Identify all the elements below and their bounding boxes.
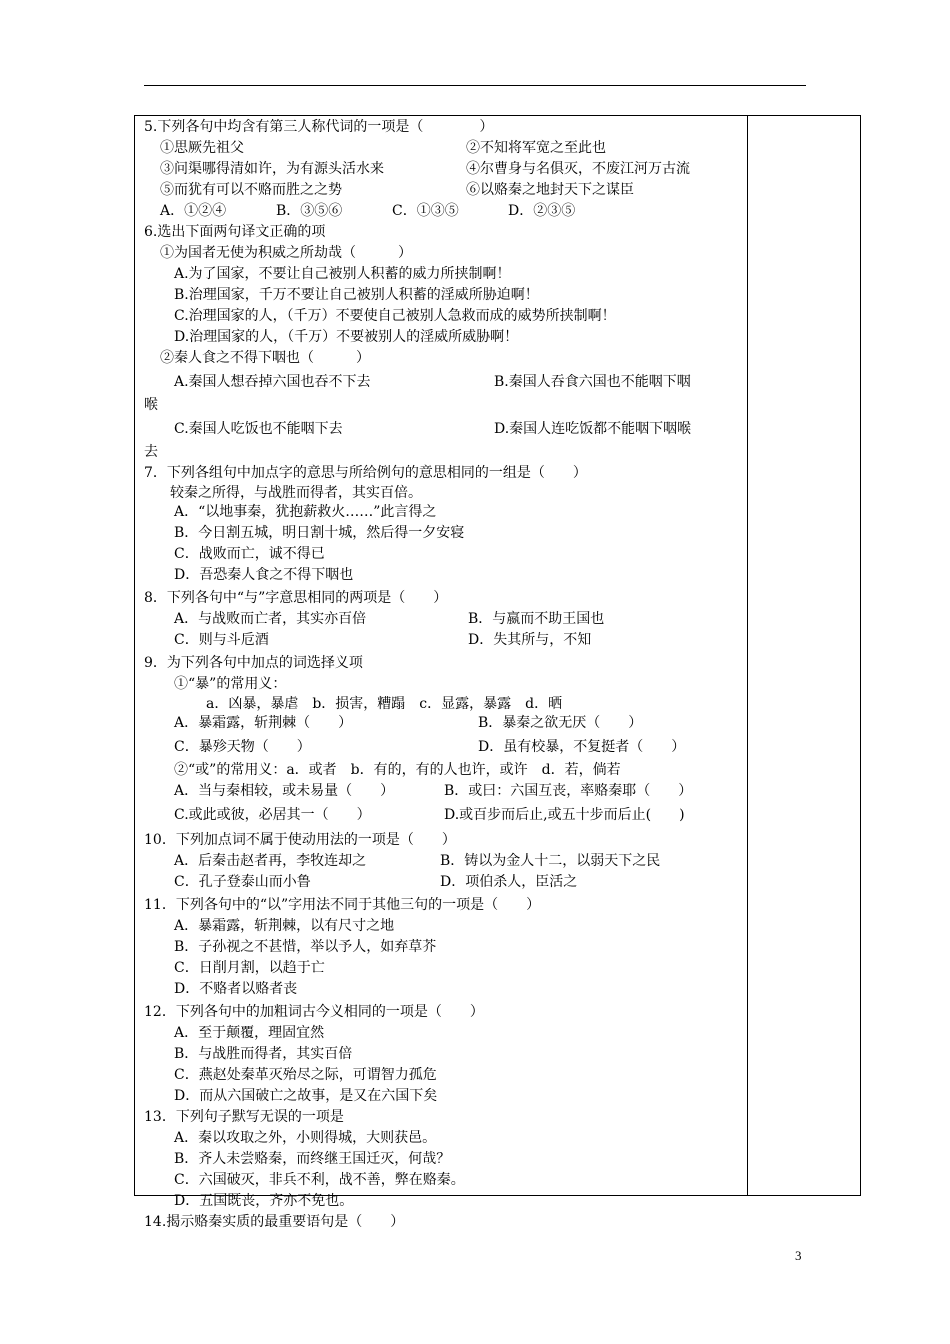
q6-stem: 6.选出下面两句译文正确的项: [144, 224, 326, 240]
q5-options-row: ③问渠哪得清如许，为有源头活水来 ④尔曹身与名俱灭，不废江河万古流: [160, 161, 690, 177]
q6-option: A.为了国家，不要让自己被别人积蓄的威力所挟制啊！: [174, 266, 511, 282]
q9-stem: 9．为下列各句中加点的词选择义项: [144, 655, 363, 671]
q9-options-row: A．当与秦相较，或未易量（ ） B．或曰：六国互丧，率赂秦耶（ ）: [174, 783, 693, 799]
q7-option: B．今日割五城，明日割十城，然后得一夕安寝: [174, 525, 465, 541]
q13-option: A．秦以攻取之外，小则得城，大则获邑。: [174, 1130, 437, 1146]
q8-options-row: C．则与斗卮酒 D．失其所与，不知: [174, 632, 592, 648]
q6-option: C.治理国家的人，（千万）不要使自己被别人急救而成的威势所挟制啊！: [174, 308, 616, 324]
notes-column-divider: [747, 116, 748, 1195]
q13-option: B．齐人未尝赂秦，而终继王国迁灭，何哉？: [174, 1151, 451, 1167]
q6-options-row: A.秦国人想吞掉六国也吞不下去 B.秦国人吞食六国也不能咽下咽: [174, 374, 691, 390]
q9-options-row: C．暴殄天物（ ） D．虽有校暴，不复挺者（ ）: [174, 739, 686, 755]
q9-meanings: a．凶暴，暴虐 b．损害，糟蹋 c．显露，暴露 d．晒: [206, 696, 563, 712]
q8-options-row: A．与战败而亡者，其实亦百倍 B．与嬴而不助王国也: [174, 611, 605, 627]
q6-options-row: C.秦国人吃饭也不能咽下去 D.秦国人连吃饭都不能咽下咽喉: [174, 421, 692, 437]
question-content: [144, 117, 746, 1233]
q10-stem: 10．下列加点词不属于使动用法的一项是（ ）: [144, 832, 456, 848]
q6-option: B.治理国家，千万不要让自己被别人积蓄的淫威所胁迫啊！: [174, 287, 539, 303]
q9-options-row: C.或此或彼，必居其一（ ） D.或百步而后止,或五十步而后止( ): [174, 807, 685, 823]
q6-sub2: ②秦人食之不得下咽也（ ）: [160, 350, 370, 366]
q5-answers: A．①②④ B．③⑤⑥ C．①③⑤ D．②③⑤: [160, 203, 576, 219]
q9-options-row: A．暴霜露，斩荆棘（ ） B．暴秦之欲无厌（ ）: [174, 715, 643, 731]
q11-stem: 11．下列各句中的“以”字用法不同于其他三句的一项是（ ）: [144, 897, 541, 913]
header-rule: [144, 85, 806, 86]
q13-option: C．六国破灭，非兵不利，战不善，弊在赂秦。: [174, 1172, 465, 1188]
q8-stem: 8．下列各句中“与”字意思相同的两项是（ ）: [144, 590, 448, 606]
q11-option: C．日削月割，以趋于亡: [174, 960, 325, 976]
q7-option: D．吾恐秦人食之不得下咽也: [174, 567, 354, 583]
q5-options-row: ⑤而犹有可以不赂而胜之之势 ⑥以赂秦之地封天下之谋臣: [160, 182, 634, 198]
q10-options-row: A．后秦击赵者再，李牧连却之 B．铸以为金人十二，以弱天下之民: [174, 853, 661, 869]
q6-sub1: ①为国者无使为积威之所劫哉（ ）: [160, 245, 412, 261]
q6-wrap: 喉: [144, 397, 158, 413]
q12-option: D．而从六国破亡之故事，是又在六国下矣: [174, 1088, 438, 1104]
q11-option: A．暴霜露，斩荆棘，以有尺寸之地: [174, 918, 395, 934]
q11-option: D．不赂者以赂者丧: [174, 981, 298, 997]
q13-stem: 13．下列句子默写无误的一项是: [144, 1109, 344, 1125]
q7-option: C．战败而亡，诚不得已: [174, 546, 325, 562]
q13-option: D．五国既丧，齐亦不免也。: [174, 1193, 354, 1209]
q9-sub2: ②“或”的常用义：a．或者 b．有的，有的人也许，或许 d．若，倘若: [174, 762, 621, 778]
q6-wrap: 去: [144, 444, 158, 460]
q7-stem: 7．下列各组句中加点字的意思与所给例句的意思相同的一组是（ ）: [144, 465, 587, 481]
q12-option: A．至于颠覆，理固宜然: [174, 1025, 325, 1041]
q12-option: B．与战胜而得者，其实百倍: [174, 1046, 353, 1062]
q14-stem: 14.揭示赂秦实质的最重要语句是（ ）: [144, 1214, 405, 1230]
q12-stem: 12．下列各句中的加粗词古今义相同的一项是（ ）: [144, 1004, 484, 1020]
q12-option: C．燕赵处秦革灭殆尽之际，可谓智力孤危: [174, 1067, 437, 1083]
q11-option: B．子孙视之不甚惜，举以予人，如弃草芥: [174, 939, 437, 955]
q6-option: D.治理国家的人，（千万）不要被别人的淫威所威胁啊！: [174, 329, 519, 345]
q9-sub1: ①“暴”的常用义：: [174, 676, 287, 692]
q7-example: 较秦之所得，与战胜而得者，其实百倍。: [170, 485, 422, 501]
q5-stem: 5.下列各句中均含有第三人称代词的一项是（ ）: [144, 119, 494, 135]
q7-option: A．“以地事秦，犹抱薪救火……”此言得之: [174, 504, 437, 520]
page-number: 3: [795, 1248, 802, 1263]
q10-options-row: C．孔子登泰山而小鲁 D．项伯杀人，臣活之: [174, 874, 578, 890]
q5-options-row: ①思厥先祖父 ②不知将军宽之至此也: [160, 140, 606, 156]
